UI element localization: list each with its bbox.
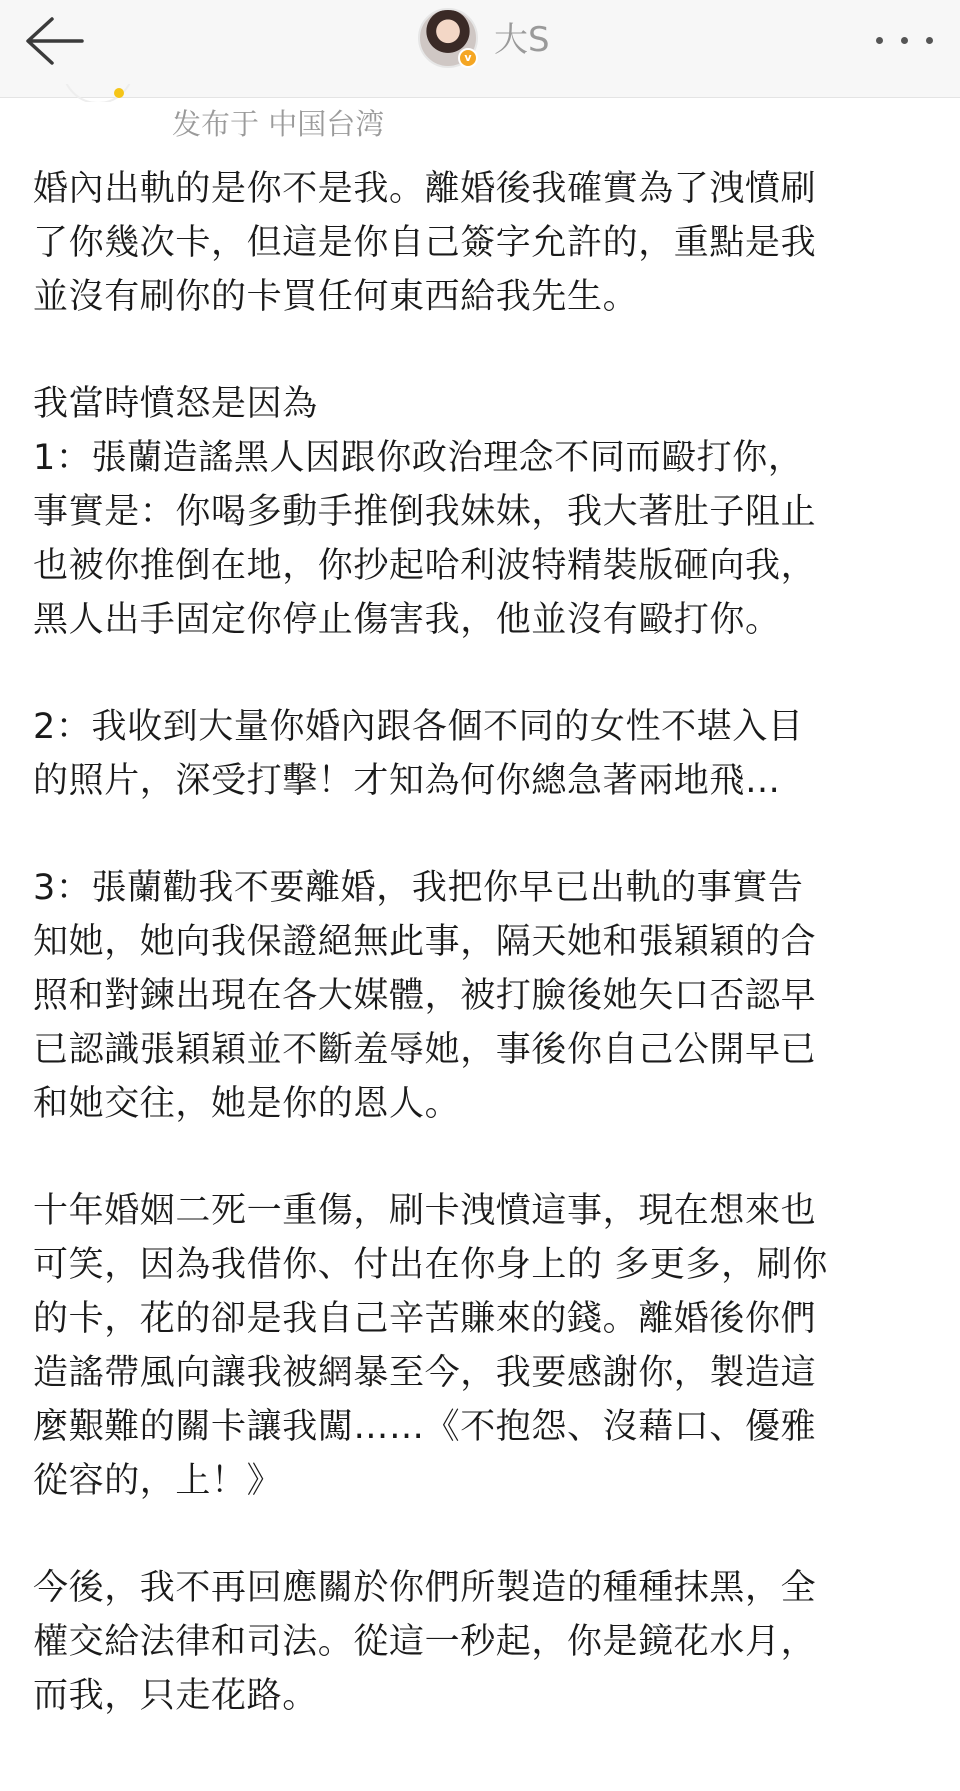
back-button[interactable] — [22, 14, 92, 74]
text-line: 了你幾次卡，但這是你自己簽字允許的，重點是我 — [33, 223, 817, 263]
paragraph — [33, 700, 933, 808]
text-line: 的卡，花的卻是我自己辛苦賺來的錢。離婚後你們 — [33, 1299, 817, 1339]
text-line: 從容的，上！》 — [33, 1461, 283, 1501]
paragraph — [33, 1561, 933, 1723]
post-location: 发布于 中国台湾 — [172, 107, 385, 141]
paragraph — [33, 861, 933, 1131]
text-line: 已認識張穎穎並不斷羞辱她，事後你自己公開早已 — [33, 1030, 817, 1070]
text-line: 而我，只走花路。 — [33, 1676, 318, 1716]
top-navigation-bar — [0, 0, 960, 98]
arrow-left-icon — [22, 14, 92, 74]
author-username[interactable]: 大S — [494, 20, 550, 60]
paragraph — [33, 1184, 933, 1508]
paragraph — [33, 162, 933, 324]
text-line: 麼艱難的關卡讓我闖……《不抱怨、沒藉口、優雅 — [33, 1407, 817, 1447]
more-options-button[interactable] — [868, 22, 942, 58]
text-line: 我當時憤怒是因為 — [33, 384, 318, 424]
text-line: 照和對鍊出現在各大媒體，被打臉後她矢口否認早 — [33, 976, 817, 1016]
text-line: 黑人出手固定你停止傷害我，他並沒有毆打你。 — [33, 600, 781, 640]
cropped-post-avatar — [62, 84, 134, 102]
text-line: 和她交往，她是你的恩人。 — [33, 1084, 461, 1124]
text-line: 婚內出軌的是你不是我。離婚後我確實為了洩憤刷 — [33, 169, 817, 209]
more-dots-icon — [876, 37, 883, 44]
text-line: 2：我收到大量你婚內跟各個不同的女性不堪入目 — [33, 707, 804, 747]
text-line: 權交給法律和司法。從這一秒起，你是鏡花水月， — [33, 1622, 817, 1662]
post-body — [33, 162, 933, 1723]
text-line: 也被你推倒在地，你抄起哈利波特精裝版砸向我， — [33, 546, 817, 586]
text-line: 造謠帶風向讓我被網暴至今，我要感謝你，製造這 — [33, 1353, 817, 1393]
text-line: 可笑，因為我借你、付出在你身上的 多更多，刷你 — [33, 1245, 828, 1285]
paragraph — [33, 377, 933, 647]
text-line: 十年婚姻二死一重傷，刷卡洩憤這事，現在想來也 — [33, 1191, 817, 1231]
text-line: 1：張蘭造謠黑人因跟你政治理念不同而毆打你， — [33, 438, 804, 478]
verified-badge-icon: v — [458, 48, 478, 68]
text-line: 事實是：你喝多動手推倒我妹妹，我大著肚子阻止 — [33, 492, 817, 532]
text-line: 3：張蘭勸我不要離婚，我把你早已出軌的事實告 — [33, 868, 804, 908]
text-line: 並沒有刷你的卡買任何東西給我先生。 — [33, 277, 639, 317]
text-line: 今後，我不再回應關於你們所製造的種種抹黑，全 — [33, 1568, 817, 1608]
text-line: 的照片，深受打擊！才知為何你總急著兩地飛… — [33, 761, 781, 801]
text-line: 知她，她向我保證絕無此事，隔天她和張穎穎的合 — [33, 922, 817, 962]
